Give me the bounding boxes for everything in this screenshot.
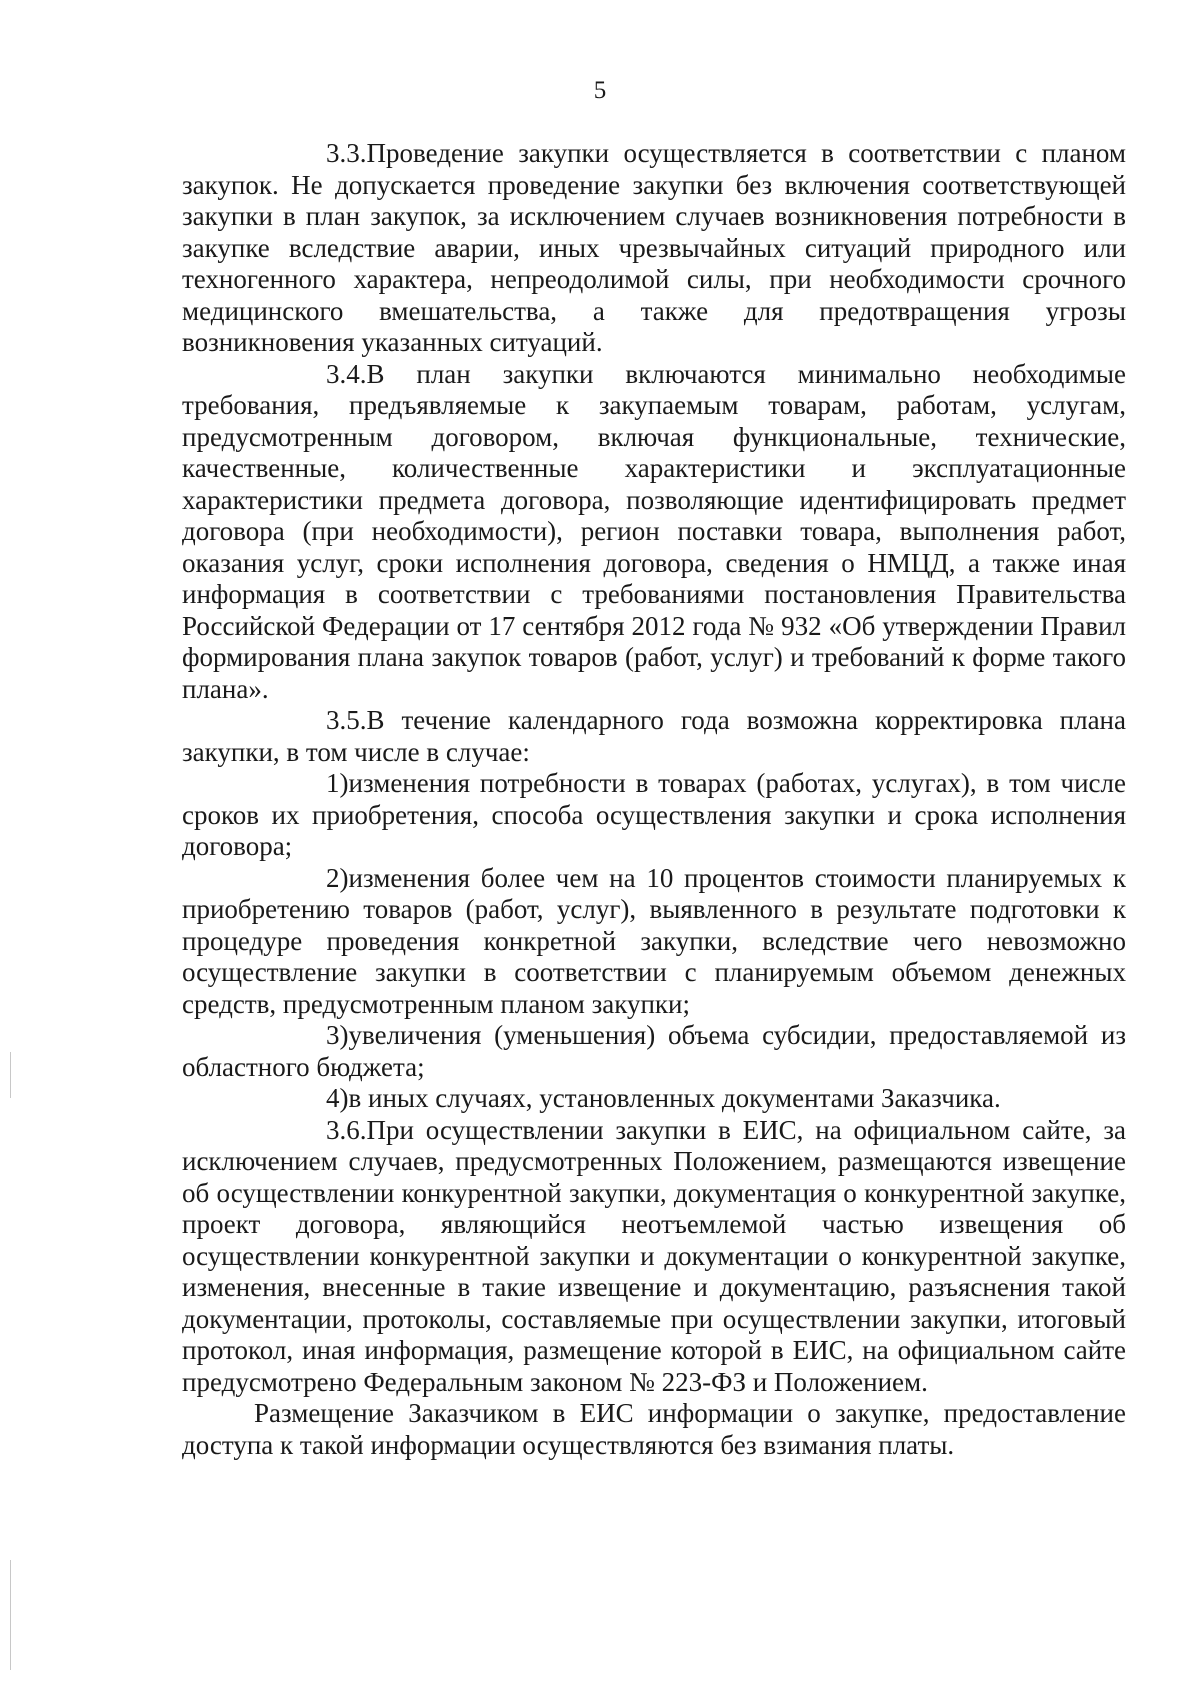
- paragraph-number: 3.5.: [326, 705, 367, 735]
- paragraph-number: 3.3.: [326, 138, 367, 168]
- paragraph-text: Проведение закупки осуществляется в соответствии с планом закупок. Не допускается проведение закупки без включения соответствующей закупки в план закупок, за исключением случаев возникновения потребности в закупке вследствие аварии, иных чрезвычайных ситуаций природного или техногенного характера, непреодолимой силы, при необходимости срочного медицинского вмешательства, а также для предотвращения угрозы возникновения указанных ситуаций.: [182, 138, 1126, 357]
- list-item-2: [182, 863, 1126, 1021]
- paragraph-3-3: [182, 138, 1126, 359]
- list-item-text: увеличения (уменьшения) объема субсидии, предоставляемой из областного бюджета;: [182, 1020, 1126, 1082]
- paragraph-3-6: [182, 1115, 1126, 1399]
- paragraph-text: При осуществлении закупки в ЕИС, на официальном сайте, за исключением случаев, предусмотренных Положением, размещаются извещение об осуществлении конкурентной закупки, документация о конкурентной закупке, проект договора, являющийся неотъемлемой частью извещения об осуществлении конкурентной закупки и документации о конкурентной закупке, изменения, внесенные в такие извещение и документацию, разъяснения такой документации, протоколы, составляемые при осуществлении закупки, итоговый протокол, иная информация, размещение которой в ЕИС, на официальном сайте предусмотрено Федеральным законом № 223-ФЗ и Положением.: [182, 1114, 1126, 1397]
- list-item-3: [182, 1020, 1126, 1083]
- list-item-text: изменения потребности в товарах (работах, услугах), в том числе сроков их приобретения, способа осуществления закупки и срока исполнения договора;: [182, 768, 1126, 861]
- paragraph-final: Размещение Заказчиком в ЕИС информации о закупке, предоставление доступа к такой информации осуществляются без взимания платы.: [182, 1398, 1126, 1460]
- paragraph-3-4: [182, 359, 1126, 706]
- document-body: [182, 138, 1126, 1461]
- list-item-text: изменения более чем на 10 процентов стоимости планируемых к приобретению товаров (работ, услуг), выявленного в результате подготовки к процедуре проведения конкретной закупки, вследствие чего невозможно осуществление закупки в соответствии с планируемым объемом денежных средств, предусмотренным планом закупки;: [182, 862, 1126, 1019]
- paragraph-text: В течение календарного года возможна корректировка плана закупки, в том числе в случае:: [182, 705, 1126, 767]
- paragraph-3-5: [182, 705, 1126, 768]
- list-item-4: [182, 1083, 1126, 1115]
- list-item-1: [182, 768, 1126, 863]
- scan-edge-mark: [10, 1560, 11, 1670]
- scan-edge-mark: [10, 1052, 11, 1098]
- list-item-number: 4): [326, 1083, 349, 1113]
- list-item-number: 1): [326, 768, 349, 798]
- paragraph-number: 3.6.: [326, 1114, 367, 1145]
- list-item-text: в иных случаях, установленных документами Заказчика.: [348, 1083, 1001, 1113]
- list-item-number: 2): [326, 862, 349, 893]
- paragraph-number: 3.4.: [326, 358, 367, 389]
- paragraph-text: В план закупки включаются минимально необходимые требования, предъявляемые к закупаемым товарам, работам, услугам, предусмотренным договором, включая функциональные, технические, качественные, количественные характеристики и эксплуатационные характеристики предмета договора, позволяющие идентифицировать предмет договора (при необходимости), регион поставки товара, выполнения работ, оказания услуг, сроки исполнения договора, сведения о НМЦД, а также иная информация в соответствии с требованиями постановления Правительства Российской Федерации от 17 сентября 2012 года № 932 «Об утверждении Правил формирования плана закупок товаров (работ, услуг) и требований к форме такого плана».: [182, 358, 1126, 704]
- list-item-number: 3): [326, 1020, 349, 1050]
- page-number: 5: [593, 77, 607, 104]
